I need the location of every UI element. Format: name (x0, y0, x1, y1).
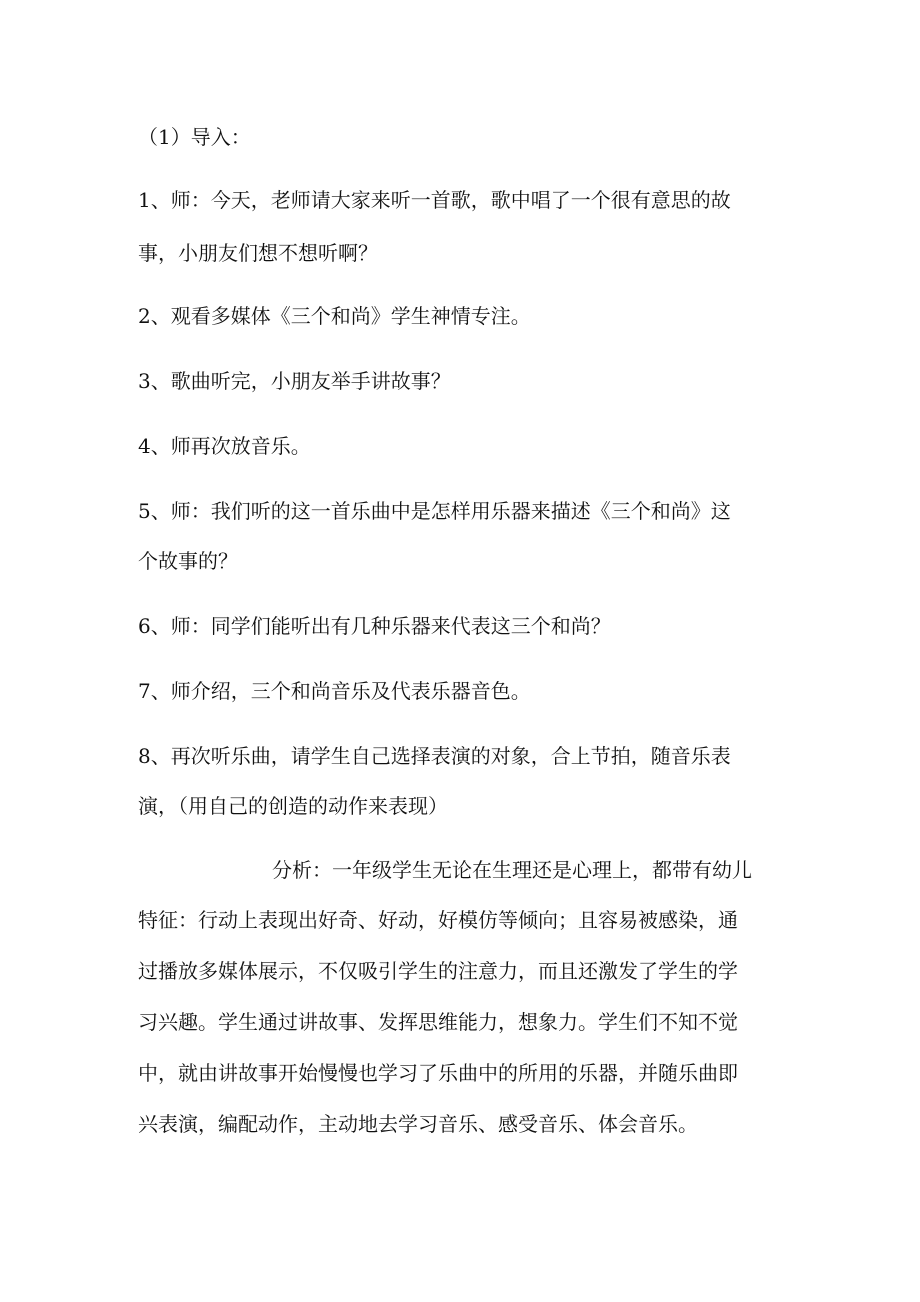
step-5-line-2: 个故事的？ (138, 549, 238, 573)
section-heading: （1）导入： (138, 125, 251, 149)
step-8-line-2: 演，（用自己的创造的动作来表现） (138, 794, 448, 818)
analysis-line-5: 中，就由讲故事开始慢慢也学习了乐曲中的所用的乐器，并随乐曲即 (138, 1061, 738, 1085)
analysis-line-6: 兴表演，编配动作，主动地去学习音乐、感受音乐、体会音乐。 (138, 1112, 698, 1136)
analysis-line-2: 特征：行动上表现出好奇、好动，好模仿等倾向；且容易被感染，通 (138, 908, 738, 932)
step-2: 2、观看多媒体《三个和尚》学生神情专注。 (138, 304, 531, 328)
step-1-line-1: 1、师：今天，老师请大家来听一首歌，歌中唱了一个很有意思的故 (138, 188, 731, 212)
step-8-line-1: 8、再次听乐曲，请学生自己选择表演的对象，合上节拍，随音乐表 (138, 744, 731, 768)
step-3: 3、歌曲听完，小朋友举手讲故事？ (138, 369, 451, 393)
analysis-line-1: 分析：一年级学生无论在生理还是心理上，都带有幼儿 (272, 858, 752, 882)
step-4: 4、师再次放音乐。 (138, 434, 311, 458)
step-5-line-1: 5、师：我们听的这一首乐曲中是怎样用乐器来描述《三个和尚》这 (138, 499, 731, 523)
analysis-line-4: 习兴趣。学生通过讲故事、发挥思维能力，想象力。学生们不知不觉 (138, 1010, 738, 1034)
analysis-line-3: 过播放多媒体展示，不仅吸引学生的注意力，而且还激发了学生的学 (138, 959, 738, 983)
step-6: 6、师：同学们能听出有几种乐器来代表这三个和尚？ (138, 614, 611, 638)
step-1-line-2: 事，小朋友们想不想听啊？ (138, 241, 378, 265)
step-7: 7、师介绍，三个和尚音乐及代表乐器音色。 (138, 679, 531, 703)
